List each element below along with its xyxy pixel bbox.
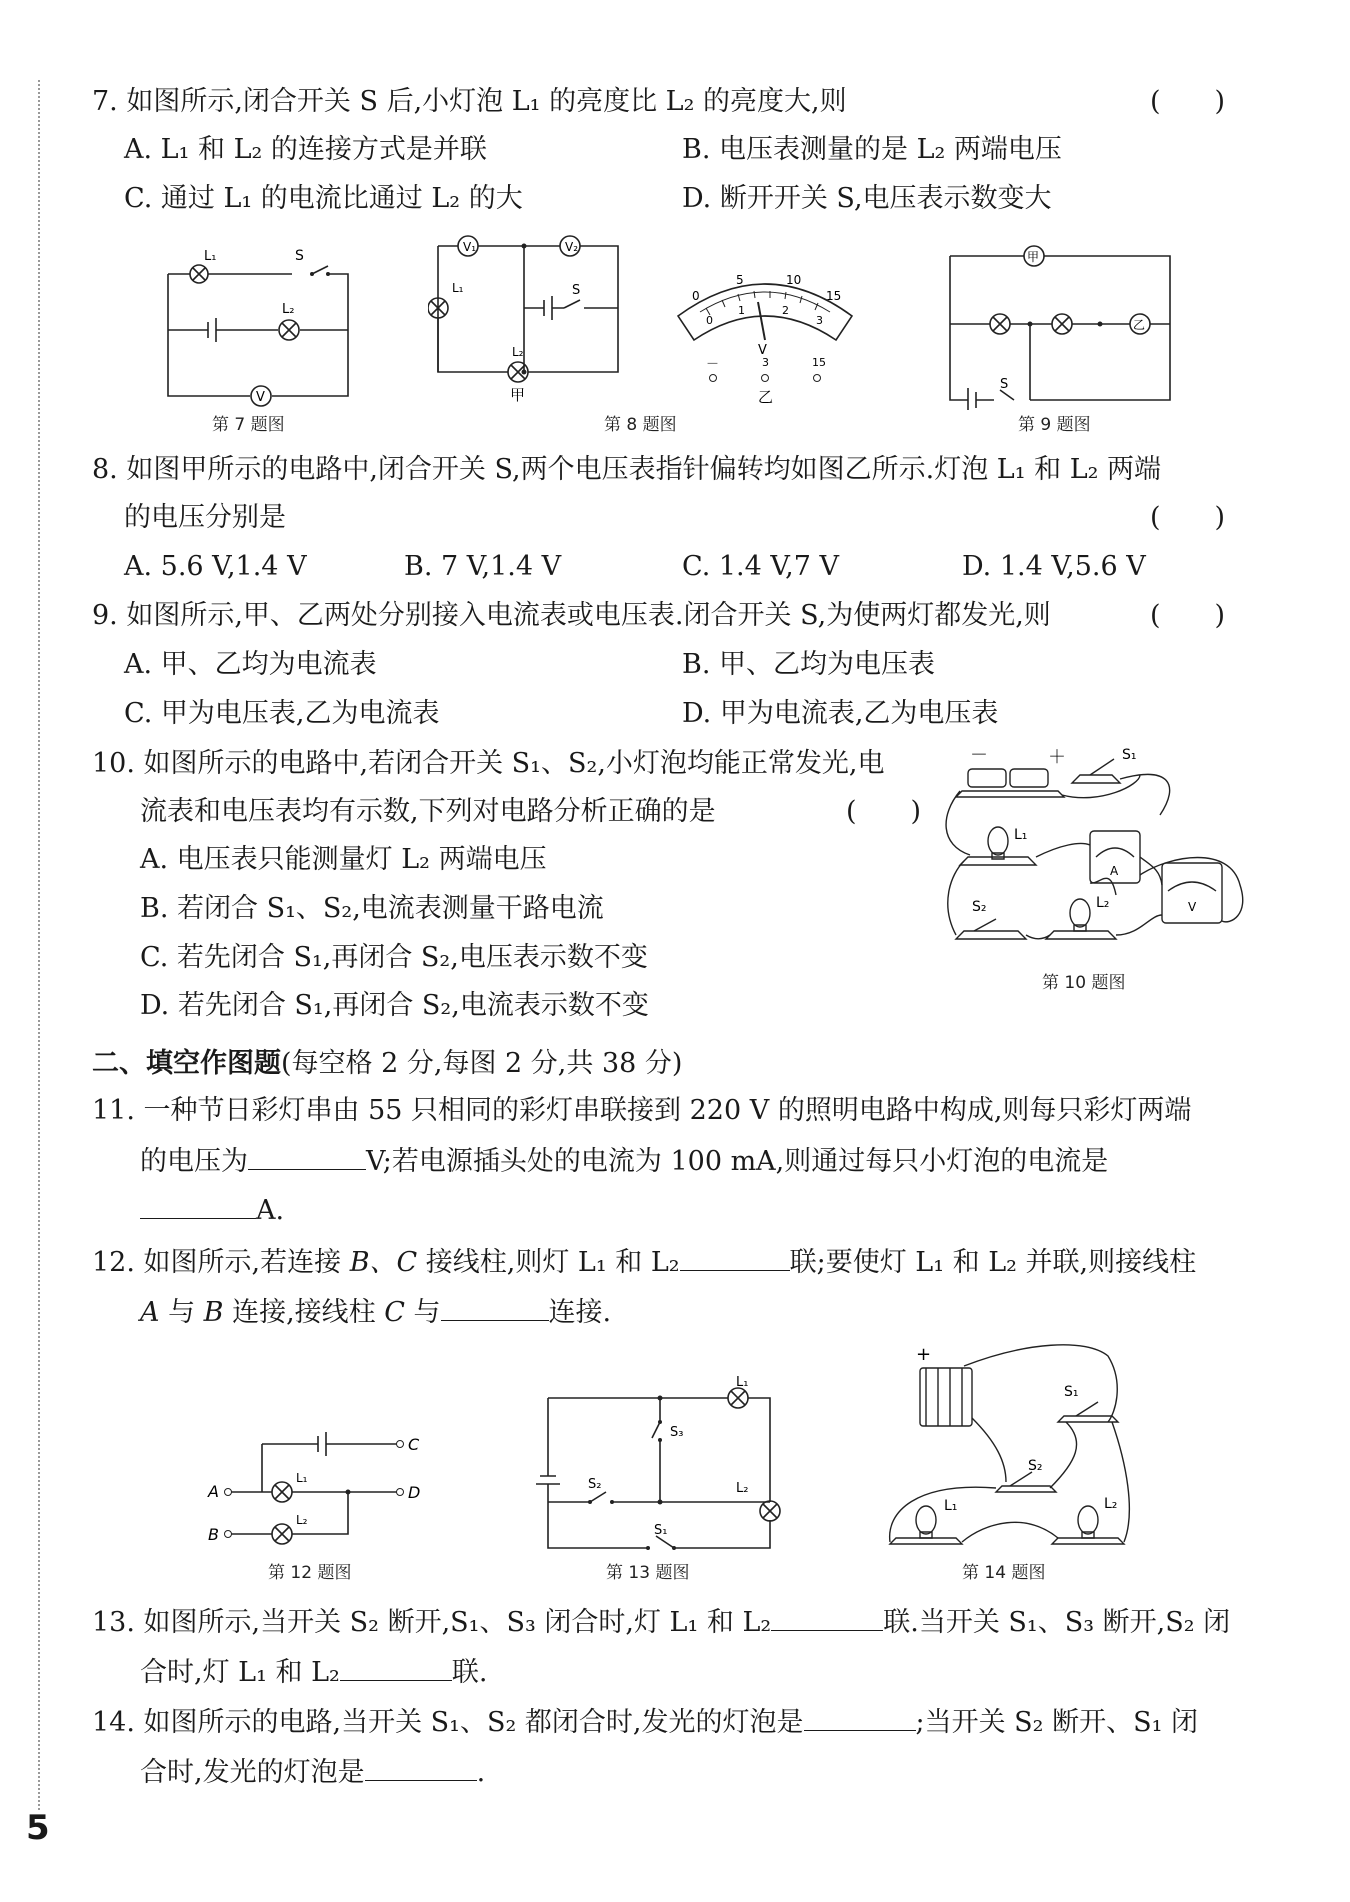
fig10-label-s2: S₂ <box>972 899 987 915</box>
q12-line2-text-d: 连接,接线柱 <box>223 1297 385 1328</box>
q13-blank-2[interactable] <box>340 1654 452 1681</box>
fig12-label-c: C <box>408 1435 420 1454</box>
fig10-label-minus: － <box>970 745 988 766</box>
q14-line2-text-b: . <box>476 1757 486 1788</box>
binding-margin-line <box>38 80 40 1810</box>
fig13-label-s1: S₁ <box>654 1523 668 1538</box>
fig14-label-s2: S₂ <box>1028 1458 1043 1474</box>
fig8-terminal-minus: － <box>706 357 720 372</box>
q13-line1-text-a: 13. 如图所示,当开关 S₂ 断开,S₁、S₃ 闭合时,灯 L₁ 和 L₂ <box>92 1607 772 1638</box>
fig8-scale-top-5: 5 <box>736 273 744 287</box>
q13-blank-1[interactable] <box>771 1604 883 1631</box>
q11-line2 <box>140 1143 1108 1180</box>
fig10-label-v: V <box>1188 900 1197 914</box>
fig8-label-s: S <box>572 283 581 298</box>
fig12-caption: 第 12 题图 <box>268 1563 352 1583</box>
q9-answer-paren: ( ) <box>1150 600 1226 631</box>
q7-option-d: D. 断开开关 S,电压表示数变大 <box>682 183 1052 214</box>
fig10-physical-circuit <box>940 745 1250 960</box>
q7-option-a: A. L₁ 和 L₂ 的连接方式是并联 <box>124 134 487 165</box>
fig14-label-plus: + <box>916 1344 932 1365</box>
q10-option-a: A. 电压表只能测量灯 L₂ 两端电压 <box>140 844 547 875</box>
fig8-terminal-3: 3 <box>762 356 769 369</box>
q13-line1-text-b: 联.当开关 S₁、S₃ 断开,S₂ 闭 <box>883 1607 1231 1638</box>
fig8-scale-top-0: 0 <box>692 289 700 303</box>
q8-option-d: D. 1.4 V,5.6 V <box>962 551 1146 582</box>
q7-stem: 7. 如图所示,闭合开关 S 后,小灯泡 L₁ 的亮度比 L₂ 的亮度大,则 <box>92 86 847 117</box>
fig8-caption: 第 8 题图 <box>604 415 677 435</box>
fig7-circuit-diagram <box>150 238 370 408</box>
fig14-label-l1: L₁ <box>944 1498 958 1514</box>
q14-line1 <box>92 1704 1198 1741</box>
q8-option-c: C. 1.4 V,7 V <box>682 551 840 582</box>
fig8-label-l2: L₂ <box>512 345 524 359</box>
section2-heading <box>92 1046 682 1082</box>
q8-stem-line1: 8. 如图甲所示的电路中,闭合开关 S,两个电压表指针偏转均如图乙所示.灯泡 L₁ 和 L₂ 两端 <box>92 454 1162 485</box>
fig12-label-a: A <box>208 1482 219 1501</box>
q8-option-b: B. 7 V,1.4 V <box>404 551 562 582</box>
fig14-label-l2: L₂ <box>1104 1496 1118 1512</box>
q12-terminal-bc: B、C <box>349 1247 418 1278</box>
fig13-label-s2: S₂ <box>588 1477 602 1492</box>
fig8-label-v-unit: V <box>758 343 767 358</box>
q13-line2-text-a: 合时,灯 L₁ 和 L₂ <box>140 1657 340 1688</box>
fig8-circuit-diagram <box>428 232 628 412</box>
fig8-label-l1: L₁ <box>452 281 464 295</box>
fig8-scale-bottom-0: 0 <box>706 314 713 327</box>
q14-line2 <box>140 1754 485 1791</box>
q10-option-c: C. 若先闭合 S₁,再闭合 S₂,电压表示数不变 <box>140 942 648 973</box>
q7-answer-paren: ( ) <box>1150 86 1226 117</box>
q14-blank-1[interactable] <box>804 1704 916 1731</box>
fig13-label-l1: L₁ <box>736 1375 749 1390</box>
fig7-label-l1: L₁ <box>204 249 217 264</box>
q14-line2-text-a: 合时,发光的灯泡是 <box>140 1757 365 1788</box>
fig8-label-yi: 乙 <box>758 388 774 406</box>
fig9-label-yi: 乙 <box>1133 318 1146 332</box>
q11-stem-line1: 11. 一种节日彩灯串由 55 只相同的彩灯串联接到 220 V 的照明电路中构成,则每只彩灯两端 <box>92 1095 1192 1126</box>
fig13-circuit-diagram <box>530 1374 790 1560</box>
fig8-label-v2: V₂ <box>565 240 579 254</box>
fig10-label-s1: S₁ <box>1122 747 1137 763</box>
fig7-label-s: S <box>295 248 304 264</box>
fig9-caption: 第 9 题图 <box>1018 415 1091 435</box>
fig12-label-b: B <box>208 1525 219 1544</box>
q12-blank-connection-type[interactable] <box>680 1244 790 1271</box>
q12-line2-text-g: 连接. <box>548 1297 612 1328</box>
fig12-label-l2: L₂ <box>296 1513 308 1527</box>
q9-option-a: A. 甲、乙均为电流表 <box>124 649 377 680</box>
q12-line2 <box>140 1294 611 1331</box>
q14-line1-text-b: ;当开关 S₂ 断开、S₁ 闭 <box>915 1707 1198 1738</box>
fig7-caption: 第 7 题图 <box>212 415 285 435</box>
fig8-scale-bottom-1: 1 <box>738 304 745 317</box>
q12-line2-text-b: 与 <box>159 1297 204 1328</box>
q13-line2-text-b: 联. <box>451 1657 488 1688</box>
q13-line1 <box>92 1604 1230 1641</box>
q14-line1-text-a: 14. 如图所示的电路,当开关 S₁、S₂ 都闭合时,发光的灯泡是 <box>92 1707 804 1738</box>
q11-blank-current[interactable] <box>140 1192 256 1219</box>
q14-blank-2[interactable] <box>365 1754 477 1781</box>
q11-line2-text-a: 的电压为 <box>140 1146 248 1177</box>
fig8-voltmeter-dial <box>670 262 860 412</box>
fig10-label-l2: L₂ <box>1096 895 1110 911</box>
q12-line1-text-c: 接线柱,则灯 L₁ 和 L₂ <box>417 1247 680 1278</box>
fig8-scale-top-15: 15 <box>826 289 842 303</box>
q12-line1 <box>92 1244 1196 1281</box>
fig13-label-s3: S₃ <box>670 1425 684 1440</box>
q12-blank-terminal[interactable] <box>441 1294 549 1321</box>
fig7-label-v: V <box>256 390 265 405</box>
q12-line1-text-d: 联;要使灯 L₁ 和 L₂ 并联,则接线柱 <box>789 1247 1197 1278</box>
fig14-physical-circuit <box>886 1342 1146 1556</box>
fig10-label-plus: ＋ <box>1048 747 1066 768</box>
q9-option-c: C. 甲为电压表,乙为电流表 <box>124 698 440 729</box>
q12-terminal-a: A <box>140 1297 160 1328</box>
q10-option-d: D. 若先闭合 S₁,再闭合 S₂,电流表示数不变 <box>140 990 649 1021</box>
fig13-label-l2: L₂ <box>736 1481 749 1496</box>
fig14-label-s1: S₁ <box>1064 1384 1079 1400</box>
fig9-circuit-diagram <box>940 240 1180 410</box>
q10-stem-line1: 10. 如图所示的电路中,若闭合开关 S₁、S₂,小灯泡均能正常发光,电 <box>92 748 885 779</box>
fig12-label-l1: L₁ <box>296 1471 308 1485</box>
fig8-terminal-15: 15 <box>812 356 826 369</box>
fig13-caption: 第 13 题图 <box>606 1563 690 1583</box>
section2-title: 二、填空作图题 <box>92 1048 281 1079</box>
fig8-scale-top-10: 10 <box>786 273 802 287</box>
q12-terminal-b: B <box>203 1297 224 1328</box>
fig8-scale-bottom-2: 2 <box>782 304 789 317</box>
fig10-label-l1: L₁ <box>1014 827 1028 843</box>
fig12-circuit-diagram <box>200 1430 440 1560</box>
fig8-scale-bottom-3: 3 <box>816 314 823 327</box>
q11-line3 <box>140 1192 284 1229</box>
page-number: 5 <box>26 1808 50 1848</box>
fig9-label-jia: 甲 <box>1027 250 1040 264</box>
fig10-label-a: A <box>1110 864 1119 878</box>
section2-note: (每空格 2 分,每图 2 分,共 38 分) <box>281 1048 683 1079</box>
fig12-label-d: D <box>408 1483 421 1502</box>
q10-answer-paren: ( ) <box>846 796 922 827</box>
q8-answer-paren: ( ) <box>1150 502 1226 533</box>
q11-blank-voltage[interactable] <box>248 1143 366 1170</box>
fig7-label-l2: L₂ <box>282 302 295 317</box>
q11-line3-text: A. <box>256 1195 285 1226</box>
q7-option-b: B. 电压表测量的是 L₂ 两端电压 <box>682 134 1062 165</box>
fig9-label-s: S <box>1000 377 1009 392</box>
q9-option-d: D. 甲为电流表,乙为电压表 <box>682 698 999 729</box>
q8-stem-line2: 的电压分别是 <box>124 502 286 533</box>
q10-stem-line2: 流表和电压表均有示数,下列对电路分析正确的是 <box>140 796 716 827</box>
fig8-label-v1: V₁ <box>463 240 477 254</box>
q8-option-a: A. 5.6 V,1.4 V <box>124 551 307 582</box>
q11-line2-text-b: V;若电源插头处的电流为 100 mA,则通过每只小灯泡的电流是 <box>366 1146 1109 1177</box>
q12-line2-text-f: 与 <box>404 1297 441 1328</box>
q9-stem: 9. 如图所示,甲、乙两处分别接入电流表或电压表.闭合开关 S,为使两灯都发光,则 <box>92 600 1051 631</box>
q12-terminal-c: C <box>384 1297 405 1328</box>
q10-option-b: B. 若闭合 S₁、S₂,电流表测量干路电流 <box>140 893 604 924</box>
q9-option-b: B. 甲、乙均为电压表 <box>682 649 936 680</box>
fig10-caption: 第 10 题图 <box>1042 973 1126 993</box>
q12-line1-text-a: 12. 如图所示,若连接 <box>92 1247 350 1278</box>
q7-option-c: C. 通过 L₁ 的电流比通过 L₂ 的大 <box>124 183 523 214</box>
q13-line2 <box>140 1654 487 1691</box>
fig14-caption: 第 14 题图 <box>962 1563 1046 1583</box>
fig8-label-jia: 甲 <box>510 386 526 404</box>
